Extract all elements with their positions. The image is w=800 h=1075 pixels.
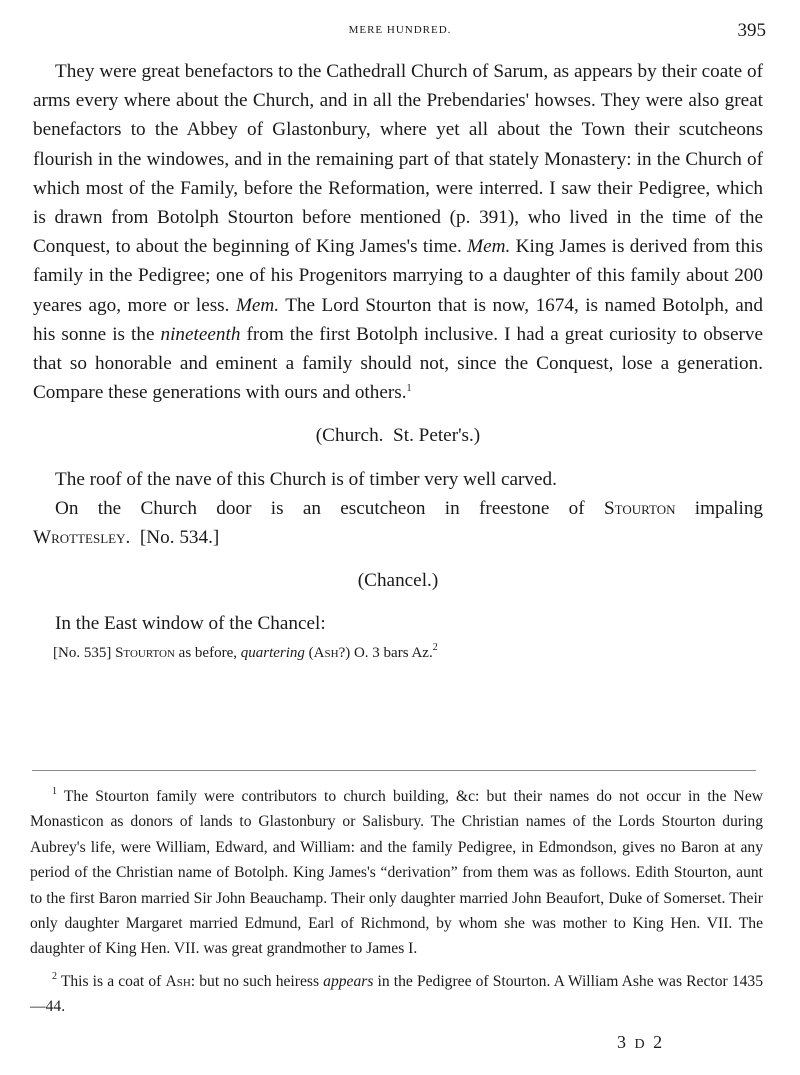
footnotes xyxy=(30,784,763,1020)
text-run: in the Pedigree of Stourton. A William Ashe was Rector 1435—44. xyxy=(30,972,764,1016)
text-run: ?) O. 3 bars Az. xyxy=(338,644,433,661)
printer-signature xyxy=(617,1032,664,1053)
signature-part: 2 xyxy=(646,1032,665,1052)
text-run: This is a coat of xyxy=(57,972,166,990)
footnote-1 xyxy=(30,784,763,962)
text-run: On the Church door is an escutcheon in freestone of xyxy=(55,497,604,519)
footnote-marker-1: 1 xyxy=(52,786,57,797)
mem-italic: Mem. xyxy=(467,236,511,258)
quartering-italic: quartering xyxy=(240,644,305,661)
signature-part: D xyxy=(634,1037,647,1052)
mem-italic: Mem. xyxy=(235,294,280,316)
text-run: ( xyxy=(304,644,314,661)
text-run: King James is derived from this family in the Pedigree; one of his Progenitors marrying to a daughter of this family about 200 yeares ago, more or less. xyxy=(33,236,763,316)
page-number: 395 xyxy=(737,20,766,41)
wrottesley-smallcaps: Wrottesley xyxy=(33,527,126,549)
running-head xyxy=(0,20,800,44)
section-heading-church: (Church. St. Peter's.) xyxy=(315,425,481,447)
running-title: MERE HUNDRED. xyxy=(348,24,452,36)
nineteenth-italic: nineteenth xyxy=(160,323,241,345)
footnote-2 xyxy=(30,969,763,1020)
text-run: : but no such heiress xyxy=(190,972,324,990)
text-run: The Lord Stourton that is now, 1674, is named Botolph, and his sonne is the xyxy=(33,294,763,345)
entry-535 xyxy=(33,641,763,665)
ash-smallcaps: Ash xyxy=(313,644,339,661)
paragraph-east-window: In the East window of the Chancel: xyxy=(55,613,326,635)
stourton-smallcaps: Stourton xyxy=(115,644,175,661)
entry-number: [No. 535] xyxy=(53,644,112,661)
signature-part: 3 xyxy=(617,1032,635,1052)
footnote-text: The Stourton family were contributors to church building, &c: but their names do not occur in the New Monasticon as donors of lands to Glastonbury or Salisbury. The Christian names of the Lords Stourton during Aubrey's life, were William, Edward, and William: and the family Pedigree, in Edmondson, gives no Baron at any period of the Christian name of Botolph. King James's “derivation” from them was as follows. Edith Stourton, aunt to the first Baron married Sir John Beauchamp. Their only daughter married John Beaufort, Duke of Somerset. Their only daughter Margaret married Edmund, Earl of Richmond, by whom she was mother to King Hen. VII. The daughter of King Hen. VII. was great grandmother to James I. xyxy=(30,788,763,958)
paragraph-church-door xyxy=(33,494,763,552)
footnote-ref-2[interactable]: 2 xyxy=(432,641,438,653)
appears-italic: appears xyxy=(323,972,374,990)
footnote-marker-2: 2 xyxy=(52,970,57,982)
stourton-smallcaps: Stourton xyxy=(603,497,676,519)
main-text xyxy=(33,57,763,665)
footnote-ref-1[interactable]: 1 xyxy=(406,383,412,395)
text-run: impaling xyxy=(675,497,764,519)
footnote-divider xyxy=(32,770,756,771)
section-heading-chancel: (Chancel.) xyxy=(357,570,439,592)
text-run: from the first Botolph inclusive. I had a great curiosity to observe that so honorable and eminent a family should not, since the Conquest, lose a generation. Compare these generations with ours and others. xyxy=(33,323,763,404)
text-run: . [No. 534.] xyxy=(125,527,220,549)
ash-smallcaps: Ash xyxy=(165,972,191,990)
paragraph-roof: The roof of the nave of this Church is of timber very well carved. xyxy=(55,468,557,490)
text-run: They were great benefactors to the Cathedrall Church of Sarum, as appears by their coate of arms every where about the Church, and in all the Prebendaries' howses. They were also great benefactors to the Abbey of Glastonbury, where yet all about the Town their scutcheons flourish in the windowes, and in the remaining part of that stately Monastery: in the Church of which most of the Family, before the Reformation, were interred. I saw their Pedigree, which is drawn from Botolph Stourton before mentioned (p. 391), who lived in the time of the Conquest, to about the beginning of King James's time. xyxy=(33,61,763,258)
text-run: as before, xyxy=(174,644,241,661)
paragraph-benefactors xyxy=(33,57,763,407)
